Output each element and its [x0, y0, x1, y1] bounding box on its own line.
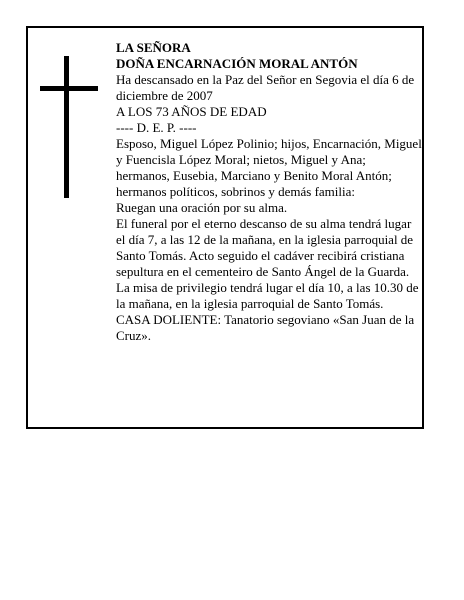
prayer-request: Ruegan una oración por su alma. — [116, 200, 288, 215]
latin-cross-icon — [40, 56, 98, 198]
cross-horizontal-bar — [40, 86, 98, 91]
funeral-details: El funeral por el eterno descanso de su alma tendrá lugar el día 7, a las 12 de la mañana, en la iglesia parroquial de Santo Tomás. Acto seguido el cadáver recibirá cristiana sepultura en el cementeiro de Santo Ángel de la Guarda. La misa de privilegio tendrá lugar el día 10, a las 10.30 de la mañana, en la iglesia parroquial de Santo Tomás. — [116, 216, 419, 311]
cross-vertical-bar — [64, 56, 69, 198]
rip-line: ---- D. E. P. ---- — [116, 120, 197, 135]
death-announcement: Ha descansado en la Paz del Señor en Segovia el día 6 de diciembre de 2007 — [116, 72, 415, 103]
age-line: A LOS 73 AÑOS DE EDAD — [116, 104, 267, 119]
obituary-notice — [26, 26, 424, 429]
notice-title: LA SEÑORA — [116, 40, 191, 55]
notice-text — [116, 40, 422, 344]
family-list: Esposo, Miguel López Polinio; hijos, Encarnación, Miguel y Fuencisla López Moral; nietos, Miguel y Ana; hermanos, Eusebia, Marciano y Benito Moral Antón; hermanos políticos, sobrinos y demás familia: — [116, 136, 422, 199]
casa-doliente: CASA DOLIENTE: Tanatorio segoviano «San Juan de la Cruz». — [116, 312, 415, 343]
deceased-name: DOÑA ENCARNACIÓN MORAL ANTÓN — [116, 56, 358, 71]
